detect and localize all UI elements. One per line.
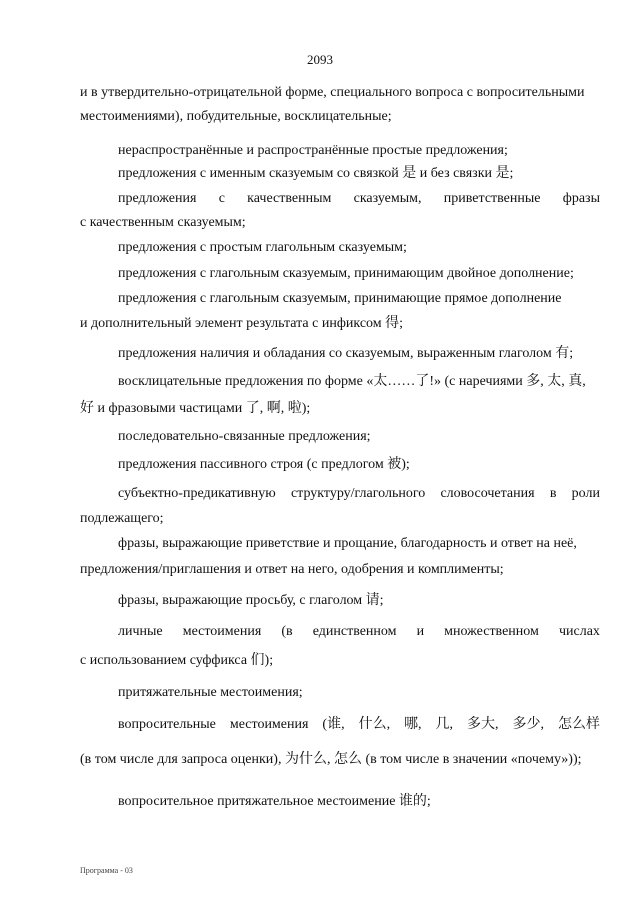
word: с: [218, 191, 225, 206]
word: в: [549, 486, 557, 501]
text-line: предложения наличия и обладания со сказуемым, выраженным глаголом 有;: [118, 346, 574, 361]
page-number: 2093: [307, 52, 333, 67]
text-line-justified: [118, 623, 600, 641]
word: субъектно-предикативную: [118, 486, 276, 501]
text-line: нераспространённые и распространённые простые предложения;: [118, 143, 508, 158]
text-line: предложения с глагольным сказуемым, принимающим двойное дополнение;: [118, 266, 574, 281]
word: сказуемым,: [353, 191, 422, 206]
text-line-justified: [118, 190, 600, 208]
text-line: предложения с простым глагольным сказуемым;: [118, 240, 407, 255]
text-line: предложения с глагольным сказуемым, принимающие прямое дополнение: [118, 291, 562, 306]
text-line: с использованием суффикса 们);: [80, 653, 274, 668]
text-line: местоимениями), побудительные, восклицательные;: [80, 109, 392, 124]
word: личные: [118, 624, 163, 639]
word: 怎么样: [558, 717, 600, 732]
text-line: подлежащего;: [80, 511, 164, 526]
word: единственном: [312, 624, 397, 639]
text-line: фразы, выражающие просьбу, с глаголом 请;: [118, 593, 384, 608]
word: роли: [571, 486, 600, 501]
word: 多大,: [467, 717, 499, 732]
text-line: 好 и фразовыми частицами 了, 啊, 啦);: [80, 401, 311, 416]
word: числах: [558, 624, 600, 639]
word: качественным: [247, 191, 332, 206]
text-line: притяжательные местоимения;: [118, 685, 303, 700]
text-line: и дополнительный элемент результата с инфиксом 得;: [80, 316, 404, 331]
word: местоимения: [182, 624, 262, 639]
text-line: предложения пассивного строя (с предлогом 被);: [118, 457, 410, 472]
text-line: вопросительное притяжательное местоимение 谁的;: [118, 794, 431, 809]
word: словосочетания: [440, 486, 535, 501]
text-line: (в том числе для запроса оценки), 为什么, 怎么 (в том числе в значении «почему»));: [80, 752, 582, 767]
word: 什么,: [358, 717, 391, 732]
text-line-justified: [118, 716, 600, 734]
word: фразы: [562, 191, 600, 206]
word: структуру/глагольного: [290, 486, 426, 501]
word: (谁,: [322, 717, 345, 732]
text-line: последовательно-связанные предложения;: [118, 429, 371, 444]
word: 多少,: [512, 717, 545, 732]
text-line: восклицательные предложения по форме «太……了!» (с наречиями 多, 太, 真,: [118, 374, 586, 389]
text-line: предложения с именным сказуемым со связкой 是 и без связки 是;: [118, 166, 514, 181]
text-line-justified: [118, 485, 600, 503]
text-line: фразы, выражающие приветствие и прощание, благодарность и ответ на неё,: [118, 536, 577, 551]
text-line: предложения/приглашения и ответ на него, одобрения и комплименты;: [80, 562, 504, 577]
word: 哪,: [404, 717, 422, 732]
word: вопросительные: [118, 717, 216, 732]
page-footer: Программа - 03: [80, 866, 133, 875]
text-line: и в утвердительно-отрицательной форме, специального вопроса с вопросительными: [80, 85, 585, 100]
word: приветственные: [443, 191, 541, 206]
word: (в: [281, 624, 293, 639]
word: 几,: [435, 717, 454, 732]
word: и: [416, 624, 425, 639]
word: местоимения: [229, 717, 309, 732]
word: множественном: [444, 624, 539, 639]
text-line: с качественным сказуемым;: [80, 215, 246, 230]
word: предложения: [118, 191, 197, 206]
